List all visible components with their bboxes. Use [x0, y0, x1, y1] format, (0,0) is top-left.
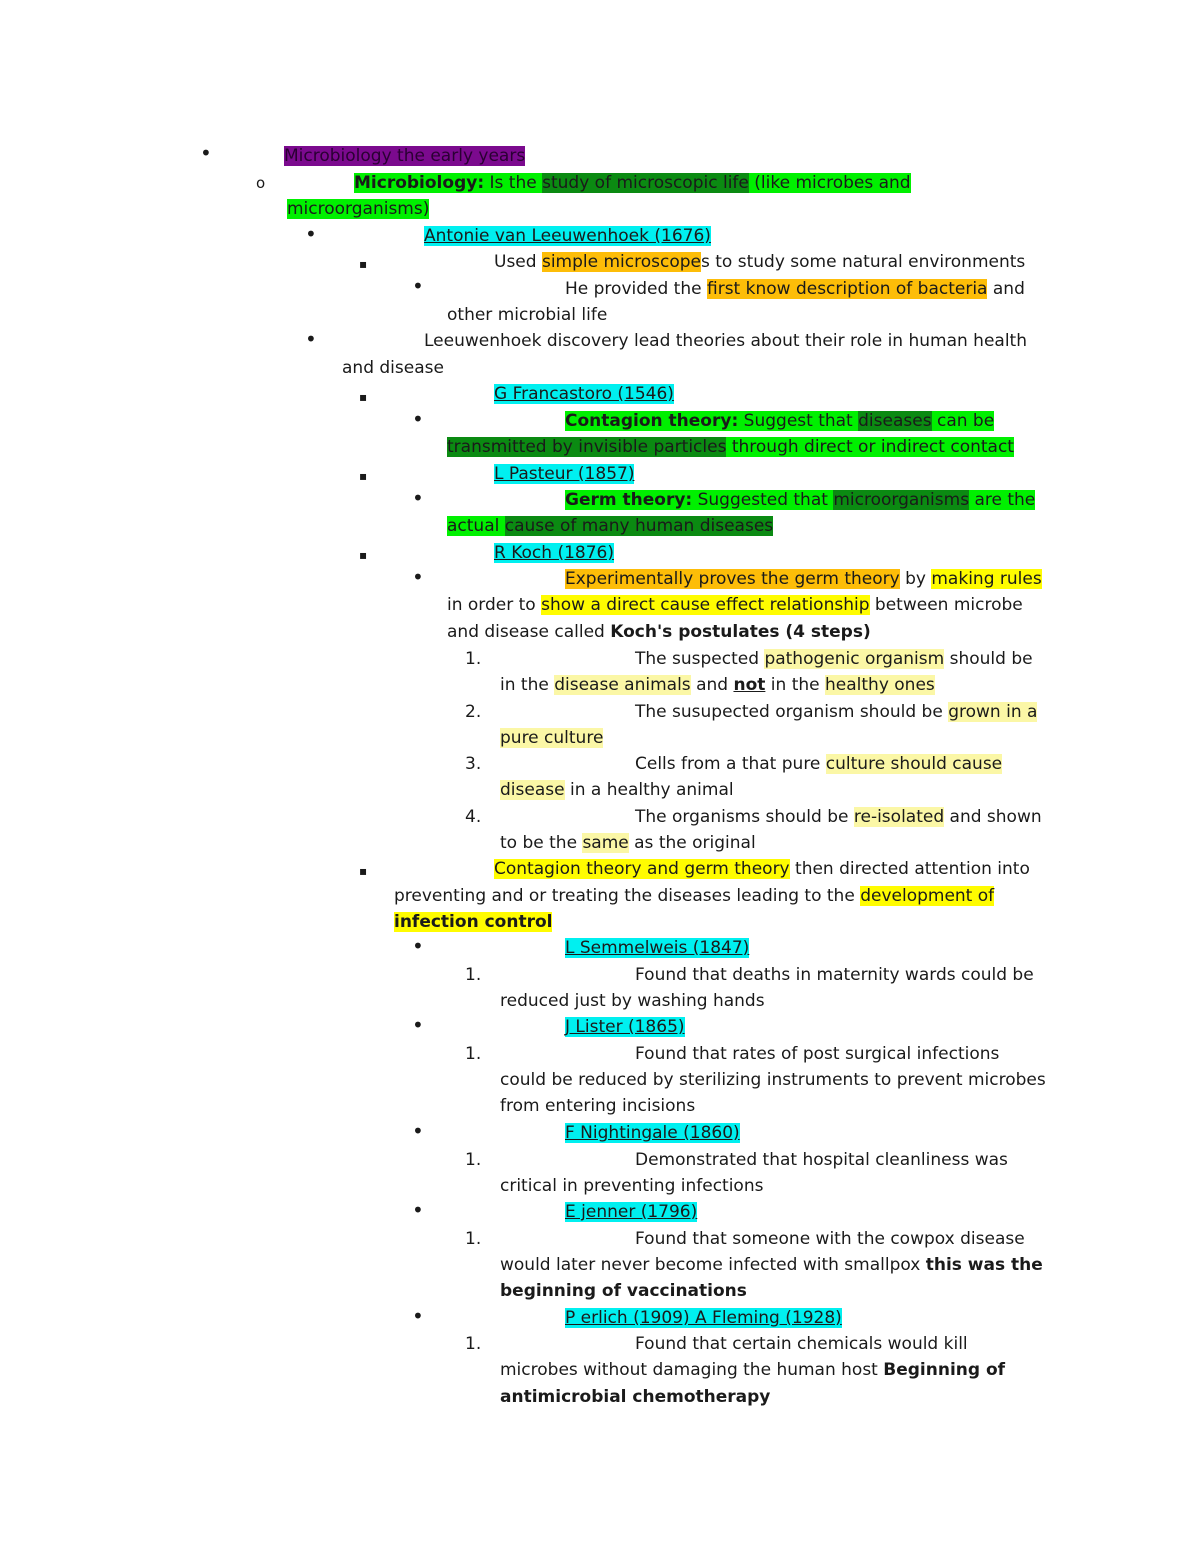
bullet-marker: • [412, 1304, 424, 1328]
list-number: 1. [465, 1044, 482, 1064]
contagion-theory: Contagion theory: Suggest that diseases can be [565, 411, 995, 431]
bullet-marker: • [412, 1013, 424, 1037]
heading-semmelweis: L Semmelweis (1847) [565, 938, 750, 958]
bullet-marker: • [412, 486, 424, 510]
bullet-marker: • [412, 1198, 424, 1222]
bullet-marker: • [305, 222, 317, 246]
heading-jenner: E jenner (1796) [565, 1202, 698, 1222]
list-number: 2. [465, 702, 482, 722]
heading-koch: R Koch (1876) [494, 543, 614, 563]
semmelweis-detail: Found that deaths in maternity wards could be [635, 965, 1034, 985]
bullet-marker: • [412, 565, 424, 589]
koch-detail: Experimentally proves the germ theory by making rules [565, 569, 1042, 589]
germ-theory: Germ theory: Suggested that microorganisms are the [565, 490, 1036, 510]
heading-pasteur: L Pasteur (1857) [494, 464, 635, 484]
bullet-marker: • [305, 327, 317, 351]
nightingale-detail-cont: critical in preventing infections [500, 1176, 764, 1196]
leeuwenhoek-detail-2: He provided the first know description of bacteria and [565, 279, 1025, 299]
list-number: 1. [465, 965, 482, 985]
ehrlich-detail-cont-2: antimicrobial chemotherapy [500, 1387, 771, 1407]
heading-ehrlich-fleming: P erlich (1909) A Fleming (1928) [565, 1308, 842, 1328]
lister-detail-cont: could be reduced by sterilizing instruments to prevent microbes [500, 1070, 1046, 1090]
heading-lister: J Lister (1865) [565, 1017, 685, 1037]
definition-line: Microbiology: Is the study of microscopic life (like microbes and [354, 173, 911, 193]
contagion-theory-cont: transmitted by invisible particles through direct or indirect contact [447, 437, 1014, 457]
koch-detail-cont-2: and disease called Koch's postulates (4 steps) [447, 622, 871, 642]
list-number: 1. [465, 1334, 482, 1354]
bullet-marker: • [412, 274, 424, 298]
square-marker: ▪ [359, 257, 368, 271]
postulate-4: The organisms should be re-isolated and shown [635, 807, 1042, 827]
leeuwenhoek-theories: Leeuwenhoek discovery lead theories about their role in human health [424, 331, 1027, 351]
definition-line-cont: microorganisms) [287, 199, 430, 219]
jenner-detail: Found that someone with the cowpox disease [635, 1229, 1025, 1249]
list-number: 4. [465, 807, 482, 827]
bullet-marker: • [200, 141, 212, 165]
ehrlich-detail: Found that certain chemicals would kill [635, 1334, 968, 1354]
postulate-3-cont: disease in a healthy animal [500, 780, 734, 800]
semmelweis-detail-cont: reduced just by washing hands [500, 991, 765, 1011]
germ-theory-cont: actual cause of many human diseases [447, 516, 774, 536]
postulate-2-cont: pure culture [500, 728, 604, 748]
lister-detail-cont-2: from entering incisions [500, 1096, 696, 1116]
bullet-marker: • [412, 407, 424, 431]
postulate-1: The suspected pathogenic organism should be [635, 649, 1033, 669]
list-number: 1. [465, 1150, 482, 1170]
postulate-1-cont: in the disease animals and not in the healthy ones [500, 675, 935, 695]
infection-control-cont-2: infection control [394, 912, 553, 932]
bullet-marker: • [412, 934, 424, 958]
heading-francastoro: G Francastoro (1546) [494, 384, 674, 404]
square-marker: ▪ [359, 469, 368, 483]
heading-nightingale: F Nightingale (1860) [565, 1123, 740, 1143]
square-marker: ▪ [359, 390, 368, 404]
bullet-marker: • [412, 1119, 424, 1143]
list-number: 3. [465, 754, 482, 774]
circle-marker: o [256, 174, 266, 192]
jenner-detail-cont: would later never become infected with smallpox this was the [500, 1255, 1043, 1275]
leeuwenhoek-detail-2-cont: other microbial life [447, 305, 608, 325]
square-marker: ▪ [359, 864, 368, 878]
infection-control-cont: preventing and or treating the diseases leading to the development of [394, 886, 995, 906]
list-number: 1. [465, 1229, 482, 1249]
koch-detail-cont: in order to show a direct cause effect relationship between microbe [447, 595, 1023, 615]
heading-leeuwenhoek: Antonie van Leeuwenhoek (1676) [424, 226, 711, 246]
leeuwenhoek-detail-1: Used simple microscopes to study some natural environments [494, 252, 1026, 272]
jenner-detail-cont-2: beginning of vaccinations [500, 1281, 747, 1301]
infection-control: Contagion theory and germ theory then directed attention into [494, 859, 1030, 879]
postulate-3: Cells from a that pure culture should cause [635, 754, 1003, 774]
page-title: Microbiology the early years [284, 146, 526, 166]
ehrlich-detail-cont: microbes without damaging the human host Beginning of [500, 1360, 1006, 1380]
postulate-2: The susupected organism should be grown in a [635, 702, 1038, 722]
postulate-4-cont: to be the same as the original [500, 833, 756, 853]
square-marker: ▪ [359, 548, 368, 562]
list-number: 1. [465, 649, 482, 669]
nightingale-detail: Demonstrated that hospital cleanliness was [635, 1150, 1008, 1170]
lister-detail: Found that rates of post surgical infections [635, 1044, 1000, 1064]
leeuwenhoek-theories-cont: and disease [342, 358, 444, 378]
